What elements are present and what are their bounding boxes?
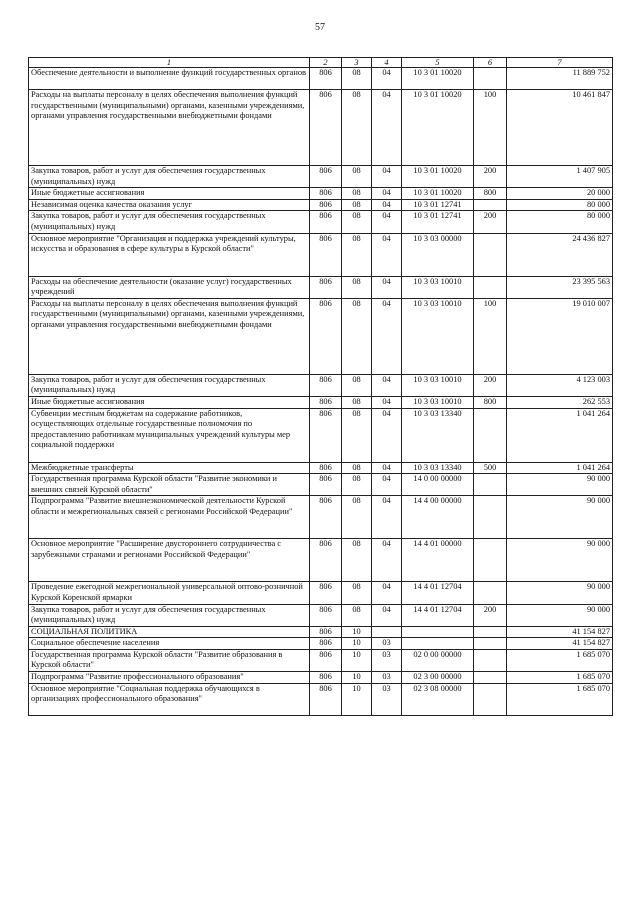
ministry-code-cell: 806 bbox=[310, 188, 342, 200]
table-row bbox=[29, 233, 613, 276]
expense-type-cell bbox=[474, 672, 507, 684]
expense-type-cell: 100 bbox=[474, 298, 507, 374]
table-row bbox=[29, 474, 613, 496]
amount-cell: 1 685 070 bbox=[507, 672, 613, 684]
target-article-cell: 10 3 01 10020 bbox=[402, 166, 474, 188]
subsection-code-cell: 04 bbox=[372, 582, 402, 604]
expense-type-cell bbox=[474, 276, 507, 298]
column-number-row bbox=[29, 58, 613, 68]
table-row bbox=[29, 166, 613, 188]
table-body bbox=[29, 68, 613, 716]
expense-name-cell: Иные бюджетные ассигнования bbox=[29, 188, 310, 200]
ministry-code-cell: 806 bbox=[310, 672, 342, 684]
section-code-cell: 08 bbox=[342, 474, 372, 496]
section-code-cell: 08 bbox=[342, 462, 372, 474]
target-article-cell: 14 4 00 00000 bbox=[402, 496, 474, 539]
expense-name-cell: Закупка товаров, работ и услуг для обеспечения государственных (муниципальных) нужд bbox=[29, 374, 310, 396]
ministry-code-cell: 806 bbox=[310, 211, 342, 233]
subsection-code-cell: 03 bbox=[372, 649, 402, 671]
target-article-cell: 10 3 03 10010 bbox=[402, 396, 474, 408]
expense-name-cell: Закупка товаров, работ и услуг для обеспечения государственных (муниципальных) нужд bbox=[29, 604, 310, 626]
subsection-code-cell: 04 bbox=[372, 462, 402, 474]
column-header: 7 bbox=[507, 58, 613, 68]
table-row bbox=[29, 199, 613, 211]
expense-name-cell: Основное мероприятие "Организация и поддержка учреждений культуры, искусства и образования в сфере культуры в Курской области" bbox=[29, 233, 310, 276]
section-code-cell: 08 bbox=[342, 188, 372, 200]
target-article-cell: 10 3 03 10010 bbox=[402, 276, 474, 298]
table-row bbox=[29, 188, 613, 200]
table-row bbox=[29, 604, 613, 626]
amount-cell: 41 154 827 bbox=[507, 638, 613, 650]
subsection-code-cell: 04 bbox=[372, 188, 402, 200]
table-row bbox=[29, 408, 613, 462]
expense-name-cell: Подпрограмма "Развитие внешнеэкономической деятельности Курской области и межрегиональных связей с регионами Российской Федерации" bbox=[29, 496, 310, 539]
section-code-cell: 08 bbox=[342, 276, 372, 298]
subsection-code-cell: 04 bbox=[372, 211, 402, 233]
expense-type-cell: 200 bbox=[474, 166, 507, 188]
expense-name-cell: Иные бюджетные ассигнования bbox=[29, 396, 310, 408]
section-code-cell: 08 bbox=[342, 539, 372, 582]
expense-name-cell: СОЦИАЛЬНАЯ ПОЛИТИКА bbox=[29, 626, 310, 638]
amount-cell: 10 461 847 bbox=[507, 90, 613, 166]
table-row bbox=[29, 626, 613, 638]
budget-table bbox=[28, 57, 613, 716]
table-row bbox=[29, 638, 613, 650]
ministry-code-cell: 806 bbox=[310, 408, 342, 462]
amount-cell: 23 395 563 bbox=[507, 276, 613, 298]
table-row bbox=[29, 539, 613, 582]
expense-name-cell: Закупка товаров, работ и услуг для обеспечения государственных (муниципальных) нужд bbox=[29, 211, 310, 233]
subsection-code-cell: 04 bbox=[372, 90, 402, 166]
target-article-cell: 10 3 03 13340 bbox=[402, 462, 474, 474]
expense-name-cell: Основное мероприятие "Социальная поддержка обучающихся в организациях профессионального образования" bbox=[29, 683, 310, 715]
section-code-cell: 10 bbox=[342, 626, 372, 638]
target-article-cell: 14 0 00 00000 bbox=[402, 474, 474, 496]
table-row bbox=[29, 211, 613, 233]
amount-cell: 1 407 905 bbox=[507, 166, 613, 188]
table-row bbox=[29, 649, 613, 671]
subsection-code-cell: 04 bbox=[372, 298, 402, 374]
amount-cell: 11 889 752 bbox=[507, 68, 613, 90]
column-header: 6 bbox=[474, 58, 507, 68]
target-article-cell: 02 3 08 00000 bbox=[402, 683, 474, 715]
section-code-cell: 08 bbox=[342, 582, 372, 604]
table-row bbox=[29, 298, 613, 374]
subsection-code-cell: 04 bbox=[372, 604, 402, 626]
target-article-cell: 10 3 03 10010 bbox=[402, 298, 474, 374]
expense-name-cell: Межбюджетные трансферты bbox=[29, 462, 310, 474]
expense-name-cell: Расходы на выплаты персоналу в целях обеспечения выполнения функций государственными (муниципальными) органами, казенными учреждениями, органами управления государственными внебюджетными фондами bbox=[29, 90, 310, 166]
table-row bbox=[29, 672, 613, 684]
target-article-cell bbox=[402, 626, 474, 638]
amount-cell: 80 000 bbox=[507, 211, 613, 233]
amount-cell: 1 041 264 bbox=[507, 462, 613, 474]
target-article-cell: 10 3 01 10020 bbox=[402, 188, 474, 200]
expense-type-cell bbox=[474, 68, 507, 90]
expense-name-cell: Независимая оценка качества оказания услуг bbox=[29, 199, 310, 211]
amount-cell: 1 041 264 bbox=[507, 408, 613, 462]
column-header: 3 bbox=[342, 58, 372, 68]
subsection-code-cell: 04 bbox=[372, 474, 402, 496]
expense-name-cell: Проведение ежегодной межрегиональной универсальной оптово-розничной Курской Коренской ярмарки bbox=[29, 582, 310, 604]
target-article-cell: 10 3 01 10020 bbox=[402, 90, 474, 166]
amount-cell: 90 000 bbox=[507, 496, 613, 539]
amount-cell: 262 553 bbox=[507, 396, 613, 408]
ministry-code-cell: 806 bbox=[310, 604, 342, 626]
expense-name-cell: Закупка товаров, работ и услуг для обеспечения государственных (муниципальных) нужд bbox=[29, 166, 310, 188]
expense-name-cell: Подпрограмма "Развитие профессионального образования" bbox=[29, 672, 310, 684]
section-code-cell: 08 bbox=[342, 68, 372, 90]
subsection-code-cell: 04 bbox=[372, 539, 402, 582]
ministry-code-cell: 806 bbox=[310, 496, 342, 539]
subsection-code-cell: 04 bbox=[372, 68, 402, 90]
amount-cell: 80 000 bbox=[507, 199, 613, 211]
expense-type-cell bbox=[474, 539, 507, 582]
subsection-code-cell: 04 bbox=[372, 199, 402, 211]
section-code-cell: 08 bbox=[342, 396, 372, 408]
expense-type-cell bbox=[474, 199, 507, 211]
amount-cell: 90 000 bbox=[507, 474, 613, 496]
expense-name-cell: Государственная программа Курской области "Развитие образования в Курской области" bbox=[29, 649, 310, 671]
subsection-code-cell: 04 bbox=[372, 166, 402, 188]
expense-name-cell: Основное мероприятие "Расширение двустороннего сотрудничества с зарубежными странами и регионами Российской Федерации" bbox=[29, 539, 310, 582]
table-row bbox=[29, 374, 613, 396]
ministry-code-cell: 806 bbox=[310, 638, 342, 650]
subsection-code-cell bbox=[372, 626, 402, 638]
ministry-code-cell: 806 bbox=[310, 462, 342, 474]
table-row bbox=[29, 582, 613, 604]
ministry-code-cell: 806 bbox=[310, 396, 342, 408]
section-code-cell: 08 bbox=[342, 374, 372, 396]
expense-type-cell bbox=[474, 233, 507, 276]
expense-type-cell bbox=[474, 683, 507, 715]
amount-cell: 41 154 827 bbox=[507, 626, 613, 638]
target-article-cell: 02 3 00 00000 bbox=[402, 672, 474, 684]
ministry-code-cell: 806 bbox=[310, 166, 342, 188]
expense-name-cell: Субвенции местным бюджетам на содержание работников, осуществляющих отдельные государственные полномочия по предоставлению работникам муниципальных учреждений культуры мер социальной поддержки bbox=[29, 408, 310, 462]
expense-type-cell bbox=[474, 474, 507, 496]
section-code-cell: 08 bbox=[342, 496, 372, 539]
ministry-code-cell: 806 bbox=[310, 90, 342, 166]
subsection-code-cell: 03 bbox=[372, 638, 402, 650]
expense-type-cell: 100 bbox=[474, 90, 507, 166]
section-code-cell: 08 bbox=[342, 166, 372, 188]
expense-name-cell: Социальное обеспечение населения bbox=[29, 638, 310, 650]
ministry-code-cell: 806 bbox=[310, 68, 342, 90]
target-article-cell: 10 3 03 13340 bbox=[402, 408, 474, 462]
subsection-code-cell: 04 bbox=[372, 496, 402, 539]
ministry-code-cell: 806 bbox=[310, 374, 342, 396]
ministry-code-cell: 806 bbox=[310, 683, 342, 715]
page-number: 57 bbox=[315, 22, 325, 33]
section-code-cell: 10 bbox=[342, 683, 372, 715]
subsection-code-cell: 04 bbox=[372, 374, 402, 396]
subsection-code-cell: 04 bbox=[372, 396, 402, 408]
ministry-code-cell: 806 bbox=[310, 276, 342, 298]
expense-name-cell: Расходы на обеспечение деятельности (оказание услуг) государственных учреждений bbox=[29, 276, 310, 298]
subsection-code-cell: 03 bbox=[372, 672, 402, 684]
amount-cell: 20 000 bbox=[507, 188, 613, 200]
expense-type-cell: 500 bbox=[474, 462, 507, 474]
section-code-cell: 08 bbox=[342, 90, 372, 166]
table-row bbox=[29, 462, 613, 474]
table-row bbox=[29, 90, 613, 166]
expense-type-cell bbox=[474, 649, 507, 671]
section-code-cell: 08 bbox=[342, 211, 372, 233]
target-article-cell: 10 3 03 10010 bbox=[402, 374, 474, 396]
expense-name-cell: Обеспечение деятельности и выполнение функций государственных органов bbox=[29, 68, 310, 90]
section-code-cell: 08 bbox=[342, 233, 372, 276]
subsection-code-cell: 04 bbox=[372, 276, 402, 298]
section-code-cell: 08 bbox=[342, 199, 372, 211]
table-row bbox=[29, 683, 613, 715]
section-code-cell: 08 bbox=[342, 604, 372, 626]
table-row bbox=[29, 396, 613, 408]
expense-type-cell: 800 bbox=[474, 188, 507, 200]
ministry-code-cell: 806 bbox=[310, 233, 342, 276]
subsection-code-cell: 03 bbox=[372, 683, 402, 715]
section-code-cell: 08 bbox=[342, 298, 372, 374]
target-article-cell: 10 3 01 10020 bbox=[402, 68, 474, 90]
column-header: 5 bbox=[402, 58, 474, 68]
target-article-cell: 10 3 03 00000 bbox=[402, 233, 474, 276]
target-article-cell: 10 3 01 12741 bbox=[402, 199, 474, 211]
section-code-cell: 10 bbox=[342, 672, 372, 684]
amount-cell: 1 685 070 bbox=[507, 683, 613, 715]
target-article-cell bbox=[402, 638, 474, 650]
target-article-cell: 14 4 01 00000 bbox=[402, 539, 474, 582]
expense-type-cell: 200 bbox=[474, 604, 507, 626]
expense-type-cell bbox=[474, 408, 507, 462]
table-row bbox=[29, 276, 613, 298]
expense-type-cell bbox=[474, 638, 507, 650]
ministry-code-cell: 806 bbox=[310, 298, 342, 374]
subsection-code-cell: 04 bbox=[372, 233, 402, 276]
expense-type-cell bbox=[474, 626, 507, 638]
amount-cell: 90 000 bbox=[507, 604, 613, 626]
expense-name-cell: Расходы на выплаты персоналу в целях обеспечения выполнения функций государственными (муниципальными) органами, казенными учреждениями, органами управления государственными внебюджетными фондами bbox=[29, 298, 310, 374]
section-code-cell: 10 bbox=[342, 649, 372, 671]
column-header: 2 bbox=[310, 58, 342, 68]
subsection-code-cell: 04 bbox=[372, 408, 402, 462]
ministry-code-cell: 806 bbox=[310, 474, 342, 496]
target-article-cell: 10 3 01 12741 bbox=[402, 211, 474, 233]
section-code-cell: 08 bbox=[342, 408, 372, 462]
section-code-cell: 10 bbox=[342, 638, 372, 650]
column-header: 1 bbox=[29, 58, 310, 68]
table-row bbox=[29, 496, 613, 539]
amount-cell: 90 000 bbox=[507, 539, 613, 582]
amount-cell: 24 436 827 bbox=[507, 233, 613, 276]
target-article-cell: 02 0 00 00000 bbox=[402, 649, 474, 671]
target-article-cell: 14 4 01 12704 bbox=[402, 582, 474, 604]
amount-cell: 90 000 bbox=[507, 582, 613, 604]
ministry-code-cell: 806 bbox=[310, 582, 342, 604]
expense-type-cell bbox=[474, 496, 507, 539]
amount-cell: 19 010 007 bbox=[507, 298, 613, 374]
expense-type-cell: 800 bbox=[474, 396, 507, 408]
ministry-code-cell: 806 bbox=[310, 539, 342, 582]
target-article-cell: 14 4 01 12704 bbox=[402, 604, 474, 626]
amount-cell: 1 685 070 bbox=[507, 649, 613, 671]
column-header: 4 bbox=[372, 58, 402, 68]
expense-type-cell: 200 bbox=[474, 374, 507, 396]
ministry-code-cell: 806 bbox=[310, 199, 342, 211]
table-row bbox=[29, 68, 613, 90]
expense-type-cell bbox=[474, 582, 507, 604]
ministry-code-cell: 806 bbox=[310, 649, 342, 671]
amount-cell: 4 123 003 bbox=[507, 374, 613, 396]
expense-type-cell: 200 bbox=[474, 211, 507, 233]
ministry-code-cell: 806 bbox=[310, 626, 342, 638]
expense-name-cell: Государственная программа Курской области "Развитие экономики и внешних связей Курской области" bbox=[29, 474, 310, 496]
